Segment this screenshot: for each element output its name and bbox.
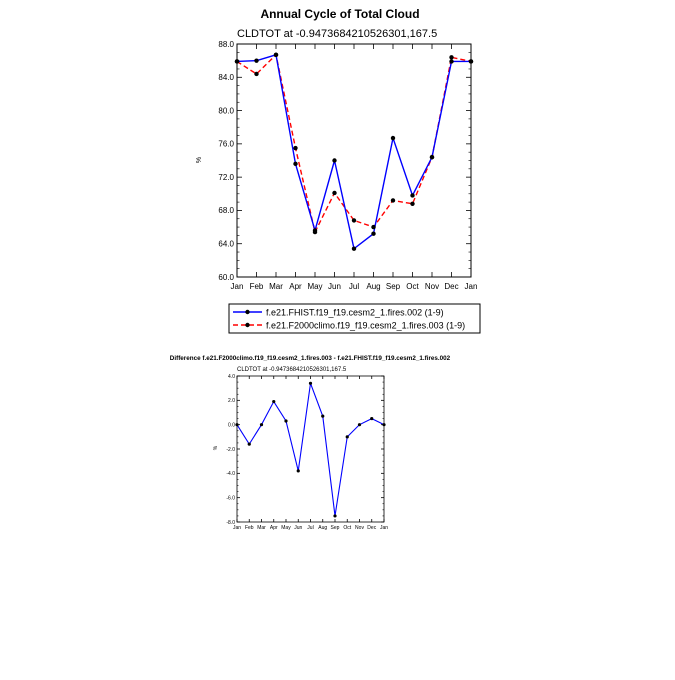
x-tick-label: Oct (343, 525, 352, 531)
x-tick-label: Jul (307, 525, 314, 531)
y-tick-label: 80.0 (218, 106, 234, 116)
chart1-title: Annual Cycle of Total Cloud (260, 7, 420, 21)
y-tick-label: 4.0 (228, 373, 235, 380)
x-tick-label: Jan (230, 282, 244, 291)
series-1-point (332, 158, 336, 162)
series-1-point (272, 400, 275, 403)
x-tick-label: Apr (269, 525, 278, 531)
x-tick-label: Nov (424, 282, 440, 291)
x-tick-label: Oct (406, 282, 419, 291)
series-1-point (333, 514, 336, 517)
series-1-point (235, 423, 238, 426)
series-1-point (321, 415, 324, 418)
x-tick-label: Mar (257, 525, 266, 531)
series-1-point (254, 58, 258, 62)
series-1-point (309, 382, 312, 385)
series-1-point (358, 423, 361, 426)
series-2-point (449, 55, 453, 59)
series-1-line (237, 383, 384, 516)
x-tick-label: Dec (367, 525, 377, 531)
series-1-point (293, 162, 297, 166)
x-tick-label: Jan (464, 282, 478, 291)
series-2-point (410, 202, 414, 206)
series-1-point (260, 423, 263, 426)
y-tick-label: -4.0 (226, 471, 235, 478)
x-tick-label: Dec (444, 282, 459, 291)
series-2-point (391, 198, 395, 202)
series-1-point (248, 443, 251, 446)
y-tick-label: 72.0 (218, 172, 234, 182)
y-tick-label: -6.0 (226, 495, 235, 502)
series-2-point (235, 59, 239, 63)
y-tick-label: 76.0 (218, 139, 234, 149)
series-1-point (449, 59, 453, 63)
plot-frame (237, 44, 471, 277)
series-2-point (313, 230, 317, 234)
series-2-point (371, 225, 375, 229)
y-tick-label: 60.0 (218, 272, 234, 282)
x-tick-label: Jun (294, 525, 303, 531)
x-tick-label: Aug (366, 282, 381, 291)
series-2-point (469, 59, 473, 63)
chart2-title: Difference f.e21.F2000climo.f19_f19.cesm2_1.fires.003 - f.e21.FHIST.f19_f19.cesm2_1.fires.002 (169, 355, 451, 362)
y-tick-label: 88.0 (218, 39, 234, 49)
legend-label-series-2: f.e21.F2000climo.f19_f19.cesm2_1.fires.003 (1-9) (266, 320, 466, 331)
series-2-point (430, 155, 434, 159)
x-tick-label: Apr (289, 282, 302, 291)
x-tick-label: Feb (244, 525, 254, 531)
y-tick-label: 0.0 (228, 422, 235, 429)
x-tick-label: Jan (232, 525, 242, 531)
x-tick-label: Aug (318, 525, 328, 531)
x-tick-label: Nov (355, 525, 364, 531)
series-1-point (297, 469, 300, 472)
x-tick-label: Jan (379, 525, 389, 531)
series-2-point (293, 146, 297, 150)
chart2-subtitle: CLDTOT at -0.9473684210526301,167.5 (237, 367, 347, 373)
legend-label-series-1: f.e21.FHIST.f19_f19.cesm2_1.fires.002 (1-9) (266, 307, 444, 318)
series-1-point (284, 419, 287, 422)
y-tick-label: 64.0 (218, 239, 234, 249)
chart2-plot (226, 374, 388, 531)
chart1-plot (218, 40, 477, 291)
chart2-ylabel: % (213, 445, 219, 451)
x-tick-label: May (307, 282, 323, 291)
x-tick-label: May (281, 525, 291, 531)
series-2-point (352, 218, 356, 222)
series-2-line (237, 55, 471, 232)
series-2-point (274, 53, 278, 57)
x-tick-label: Mar (269, 282, 283, 291)
series-1-point (371, 232, 375, 236)
x-tick-label: Sep (330, 525, 340, 531)
series-1-point (410, 193, 414, 197)
series-1-point (346, 435, 349, 438)
y-tick-label: 84.0 (218, 73, 234, 83)
series-1-point (382, 423, 385, 426)
x-tick-label: Sep (385, 282, 401, 291)
y-tick-label: -2.0 (226, 446, 235, 453)
series-2-point (332, 191, 336, 195)
x-tick-label: Jul (348, 282, 360, 291)
x-tick-label: Feb (249, 282, 264, 291)
plot-frame (237, 376, 384, 522)
legend-marker-series-2 (245, 323, 249, 327)
legend-marker-series-1 (245, 310, 249, 314)
chart1-legend (229, 304, 480, 333)
series-1-point (391, 136, 395, 140)
y-tick-label: -8.0 (226, 519, 235, 526)
y-tick-label: 68.0 (218, 206, 234, 216)
series-2-point (254, 72, 258, 76)
chart1-ylabel: % (196, 156, 203, 164)
series-1-point (352, 247, 356, 251)
series-1-point (370, 417, 373, 420)
x-tick-label: Jun (328, 282, 341, 291)
y-tick-label: 2.0 (228, 398, 235, 405)
chart1-subtitle: CLDTOT at -0.9473684210526301,167.5 (237, 28, 438, 40)
